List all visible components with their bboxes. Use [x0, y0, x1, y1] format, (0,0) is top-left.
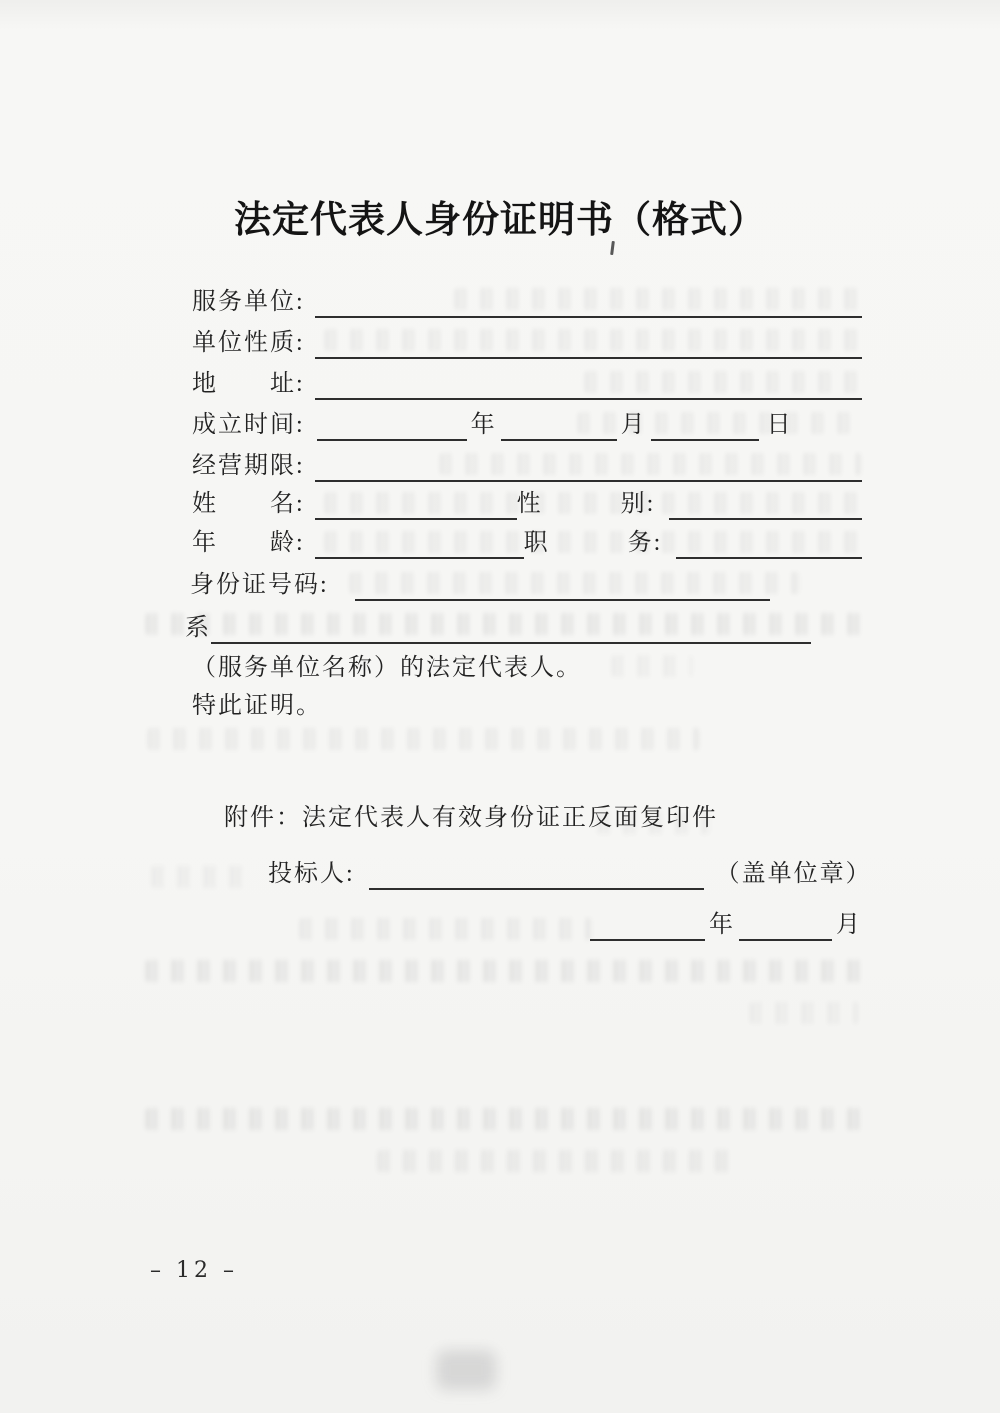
attachment-text: 法定代表人有效身份证正反面复印件	[302, 805, 718, 831]
bleed-through-text-ghost	[300, 918, 592, 940]
field-label: 身份证号码:	[190, 572, 329, 598]
bleed-through-text-ghost	[148, 728, 700, 750]
blank-line-month	[739, 908, 832, 941]
field-label: 服务单位:	[192, 289, 305, 315]
blank-line-age	[315, 526, 524, 559]
bleed-through-text-ghost	[152, 866, 252, 888]
attachment-line	[192, 770, 718, 866]
field-unit-nature	[192, 326, 862, 359]
attachment-label: 附件：	[224, 805, 302, 831]
field-id-number	[190, 568, 770, 601]
document-title: 法定代表人身份证明书（格式）	[234, 200, 766, 241]
field-address	[192, 367, 862, 400]
field-is-clause	[185, 611, 811, 644]
day-unit: 日	[766, 412, 793, 438]
field-name-gender	[192, 487, 862, 520]
field-label: 经营期限:	[192, 453, 305, 479]
field-label-name: 姓 名:	[192, 491, 305, 517]
blank-line-year	[317, 408, 467, 441]
field-label: 单位性质:	[192, 330, 305, 356]
blank-line-day	[651, 408, 759, 441]
field-service-unit	[192, 285, 862, 318]
bleed-through-text-ghost	[750, 1002, 858, 1024]
month-unit: 月	[836, 912, 862, 938]
bleed-through-text-ghost	[146, 1108, 860, 1130]
blank-line	[315, 326, 862, 359]
blank-line-name	[315, 487, 517, 520]
year-unit: 年	[709, 912, 735, 938]
field-establish-time	[192, 408, 793, 441]
bleed-through-text-ghost	[146, 960, 862, 982]
field-label-age: 年 龄:	[192, 530, 305, 556]
field-business-term	[192, 449, 862, 482]
signature-date-row	[590, 908, 862, 941]
blank-line	[315, 285, 862, 318]
page-number: – 12 –	[150, 1258, 238, 1283]
scan-smudge	[436, 1350, 496, 1390]
seal-note: （盖单位章）	[715, 861, 872, 887]
bidder-label: 投标人:	[268, 861, 355, 887]
is-word: 系	[185, 615, 211, 641]
blank-line	[211, 611, 811, 644]
blank-line-year	[590, 908, 705, 941]
year-unit: 年	[470, 412, 497, 438]
blank-line-bidder	[369, 857, 704, 890]
stray-mark	[610, 241, 615, 255]
blank-line-gender	[669, 487, 862, 520]
field-label-gender: 性 别:	[516, 491, 656, 517]
field-label-position: 职 务:	[523, 530, 663, 556]
blank-line	[355, 568, 770, 601]
statement-line-1: （服务单位名称）的法定代表人。	[192, 655, 582, 681]
field-age-position	[192, 526, 862, 559]
bleed-through-text-ghost	[612, 655, 692, 677]
blank-line-position	[676, 526, 862, 559]
blank-line	[315, 449, 862, 482]
signature-bidder-row	[268, 857, 872, 890]
field-label: 成立时间:	[192, 412, 305, 438]
month-unit: 月	[620, 412, 647, 438]
blank-line-month	[501, 408, 617, 441]
field-label: 地 址:	[192, 371, 305, 397]
blank-line	[315, 367, 862, 400]
statement-line-2: 特此证明。	[192, 693, 322, 719]
bleed-through-text-ghost	[378, 1150, 730, 1172]
